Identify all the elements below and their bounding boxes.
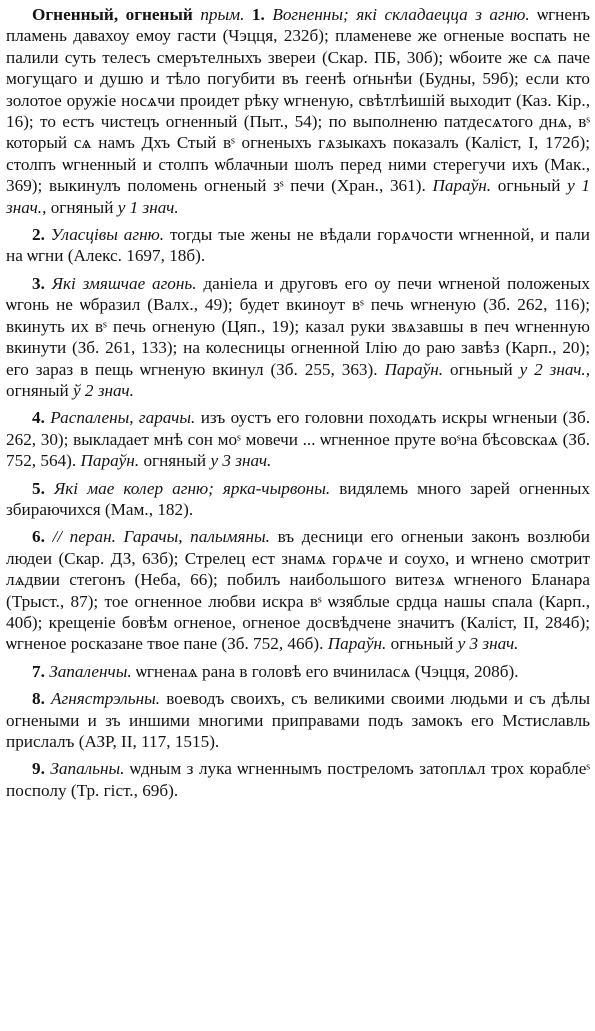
parallel-form: огняный <box>143 451 207 471</box>
sense-gloss: Які змяшчае агонь. <box>51 273 197 293</box>
sense-quotes: видялемь много зарей огненных збираючихся (Мам., 182). <box>6 478 591 519</box>
parallel-count: у 1 знач. <box>6 176 591 217</box>
parallel-label: Параўн. <box>384 359 444 379</box>
sense-number: 3. <box>32 273 45 293</box>
sense-quotes: изъ оустъ его головни походѧть искры ѡгненыи (Зб. 262, 30); выкладает мнѣ сон моˢ мовечи ... ѡгненное пруте воˢна бѣсовскаѧ (Зб. 752, 564). <box>6 408 590 471</box>
sense-number: 9. <box>32 759 45 779</box>
sense-quotes: въ десници его огненыи законъ возлюби людеи (Скар. ДЗ, 63б); Стрелец ест знамѧ горѧче и соухо, и ѡгнено смотрит лѧдвии стегонъ (Неба, 66); побилъ наибольшого витезѧ ѡгненого Бланара (Трыст., 87); тое огненное любви искра вˢ ѡзяблые срдца нашы спала (Карп., 40б); крещеніе бовѣм огненое, огненое досвѣдчене значитъ (Каліст, II, 284б); ѡгненое росказане твое пане (Зб. 752, 46б). <box>6 527 591 654</box>
sense-number: 4. <box>32 408 45 428</box>
sense-number: 2. <box>32 225 45 245</box>
sense-8 <box>6 688 590 752</box>
sense-4 <box>6 407 590 471</box>
parallel-count: ў 2 знач. <box>73 380 134 400</box>
sense-gloss: // перан. Гарачы, палымяны. <box>52 527 270 547</box>
sense-number: 7. <box>32 661 45 681</box>
sense-gloss: Вогненны; які складаецца з агню. <box>272 5 530 24</box>
sense-gloss: Уласцівы агню. <box>50 225 165 245</box>
sense-3 <box>6 273 590 401</box>
parallel-label: Параўн. <box>327 634 387 654</box>
sense-gloss: Запаленчы. <box>49 661 132 681</box>
sense-quotes: ѡдным з лука ѡгненнымъ постреломъ затоплѧл трох кораблеˢ посполу (Тр. гіст., 69б). <box>6 759 590 800</box>
parallel-count: у 3 знач. <box>210 451 272 471</box>
parallel-form: огньный <box>450 359 513 379</box>
sense-number: 6. <box>32 527 45 547</box>
sense-quotes: ѡгненаѧ рана в головѣ его вчиниласѧ (Чэцця, 208б). <box>136 661 519 681</box>
parallel-label: Параўн. <box>80 451 140 471</box>
part-of-speech: прым. <box>200 5 245 24</box>
parallel-form: огньный <box>390 634 454 654</box>
sense-number: 1. <box>251 5 265 24</box>
parallel-count: у 1 знач. <box>117 197 179 217</box>
parallel-count: у 3 знач. <box>457 634 519 654</box>
parallel-form: огньный <box>497 176 561 196</box>
sense-1 <box>6 4 590 218</box>
sense-5 <box>6 478 590 521</box>
sense-gloss: Запальны. <box>50 759 125 779</box>
dictionary-page <box>6 4 590 807</box>
parallel-label: Параўн. <box>432 176 492 196</box>
parallel-form: огняный <box>50 197 114 217</box>
sense-9 <box>6 758 590 801</box>
sense-gloss: Які мае колер агню; ярка-чырвоны. <box>53 478 331 498</box>
parallel-form: огняный <box>6 380 69 400</box>
sense-6 <box>6 526 590 654</box>
parallel-sep: , <box>42 197 47 217</box>
sense-7 <box>6 661 590 682</box>
sense-number: 8. <box>32 689 45 709</box>
sense-2 <box>6 224 590 267</box>
sense-quotes: ѡгненъ пламень давахоу емоу гасти (Чэцця, 232б); пламеневе же огненые воспать не палили суть телесъ смерътелныхъ звереи (Скар. ПБ, 30б); ѡбоите же сѧ паче могущаго и душю и тѣло погубити въ геенѣ оґньнѣи (Будны, 59б); если кто золотое оружіе носѧчи проидет рѣку ѡгненую, свѣтлѣишій выходит (Каз. Кір., 16); то естъ чистецъ огненный (Пыт., 54); по выполненю патдесѧтого днѧ, вˢ который сѧ намъ Дхъ Стый вˢ огненыхъ гѧзыкахъ показалъ (Каліст, I, 172б); столпъ ѡгненный и столпъ ѡблачныи шолъ перед ними стерегучи ихъ (Мак., 369); выкинулъ поломень огненый зˢ печи (Хран., 361). <box>6 5 591 196</box>
sense-quotes: воеводъ своихъ, съ великими своими людьми и съ дѣлы огнеными и зъ иншими многими приправами подъ замокъ его Мстиславль прислалъ (АЗР, II, 117, 1515). <box>6 689 591 751</box>
sense-quotes: даніела и друговъ его оу печи ѡгненой положеных ѡгонь не ѡбразил (Валх., 49); будет вкиноут вˢ печь ѡгненую (Зб. 262, 116); вкинуть их вˢ печь огненую (Цяп., 19); казал руки звѧзавшы в печ ѡгненную вкинути (Зб. 261, 133); на колесницы огненной Ілію до раю завѣз (Карп., 20); его зараз в пещь ѡгненую вкинул (Зб. 255, 363). <box>6 273 591 379</box>
parallel-count: у 2 знач., <box>519 359 591 379</box>
sense-number: 5. <box>32 478 45 498</box>
sense-quotes: тогды тые жены не вѣдали горѧчости ѡгненной, и пали на ѡгни (Алекс. 1697, 18б). <box>6 225 591 266</box>
headword: Огненный, огненый <box>32 5 193 24</box>
sense-gloss: Агнястрэльны. <box>51 689 161 709</box>
sense-gloss: Распалены, гарачы. <box>50 408 196 428</box>
